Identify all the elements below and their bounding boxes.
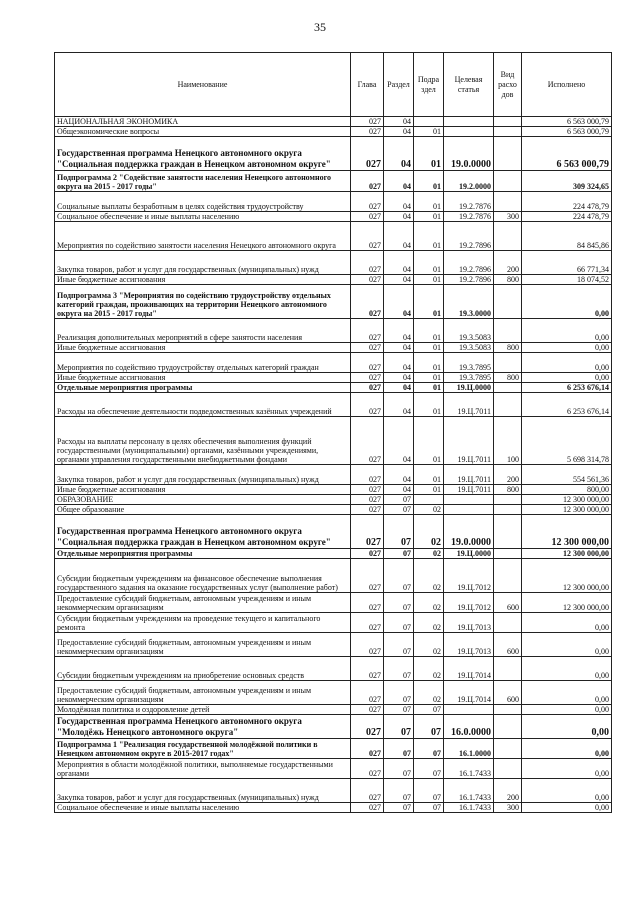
row-section: 04 [384,485,414,495]
row-executed: 0,00 [522,343,612,353]
row-executed: 224 478,79 [522,212,612,222]
row-target: 19.2.7896 [444,275,494,285]
row-target: 19.3.5083 [444,319,494,343]
row-name: Общеэкономические вопросы [55,127,351,137]
row-expense-type [494,657,522,681]
table-row [55,593,612,613]
row-subsection: 02 [414,657,444,681]
row-executed: 0,00 [522,373,612,383]
row-name: Предоставление субсидий бюджетным, автономным учреждениям и иным некоммерческим организациям [55,593,351,613]
row-executed: 800,00 [522,485,612,495]
row-chapter: 027 [351,127,384,137]
table-row [55,495,612,505]
row-target: 19.Ц.7012 [444,593,494,613]
row-section: 07 [384,559,414,593]
row-target: 19.2.7896 [444,251,494,275]
row-subsection: 01 [414,251,444,275]
table-row [55,343,612,353]
row-target: 19.Ц.7014 [444,681,494,705]
row-target: 19.Ц.7011 [444,465,494,485]
page-number: 35 [314,20,326,34]
table-row [55,353,612,373]
row-name: Субсидии бюджетным учреждениям на проведение текущего и капитального ремонта [55,613,351,633]
row-subsection: 01 [414,417,444,465]
row-name: Предоставление субсидий бюджетным, автономным учреждениям и иным некоммерческим организациям [55,633,351,657]
row-subsection: 07 [414,779,444,803]
row-subsection: 01 [414,171,444,192]
row-expense-type [494,559,522,593]
row-expense-type: 600 [494,633,522,657]
row-executed: 0,00 [522,803,612,813]
table-row [55,171,612,192]
row-executed: 12 300 000,00 [522,559,612,593]
row-section: 04 [384,222,414,251]
row-subsection: 01 [414,319,444,343]
row-target: 19.Ц.7011 [444,393,494,417]
row-name: Мероприятия в области молодёжной политики, выполняемые государственными органами [55,759,351,779]
row-chapter: 027 [351,171,384,192]
row-executed: 12 300 000,00 [522,505,612,515]
table-row [55,127,612,137]
row-executed: 6 563 000,79 [522,117,612,127]
row-chapter: 027 [351,681,384,705]
row-chapter: 027 [351,495,384,505]
row-chapter: 027 [351,285,384,319]
row-name: Социальное обеспечение и иные выплаты населению [55,803,351,813]
row-section: 04 [384,319,414,343]
row-executed: 0,00 [522,657,612,681]
row-target: 19.2.0000 [444,171,494,192]
row-target: 19.3.7895 [444,373,494,383]
row-chapter: 027 [351,633,384,657]
table-row [55,657,612,681]
row-chapter: 027 [351,515,384,549]
row-expense-type [494,383,522,393]
row-subsection: 01 [414,285,444,319]
table-row [55,251,612,275]
row-executed: 6 563 000,79 [522,137,612,171]
row-expense-type: 200 [494,251,522,275]
row-target: 16.1.7433 [444,759,494,779]
row-executed: 0,00 [522,319,612,343]
row-executed: 554 561,36 [522,465,612,485]
row-expense-type [494,127,522,137]
row-name: Закупка товаров, работ и услуг для государственных (муниципальных) нужд [55,251,351,275]
row-subsection [414,495,444,505]
row-target: 19.0.0000 [444,515,494,549]
table-row [55,117,612,127]
row-executed: 0,00 [522,285,612,319]
row-chapter: 027 [351,137,384,171]
row-target: 19.3.0000 [444,285,494,319]
table-row [55,705,612,715]
row-subsection: 01 [414,137,444,171]
row-name: Подпрограмма 2 "Содействие занятости населения Ненецкого автономного округа на 2015 - 2017 годы" [55,171,351,192]
row-section: 07 [384,705,414,715]
row-section: 07 [384,739,414,759]
row-chapter: 027 [351,251,384,275]
row-subsection: 01 [414,465,444,485]
row-target: 16.1.7433 [444,803,494,813]
row-executed: 0,00 [522,705,612,715]
row-name: Предоставление субсидий бюджетным, автономным учреждениям и иным некоммерческим организациям [55,681,351,705]
row-executed: 5 698 314,78 [522,417,612,465]
row-executed: 0,00 [522,633,612,657]
row-section: 04 [384,137,414,171]
row-subsection: 07 [414,715,444,739]
row-expense-type [494,705,522,715]
row-executed: 0,00 [522,739,612,759]
row-executed: 84 845,86 [522,222,612,251]
row-target: 19.Ц.7012 [444,559,494,593]
table-row [55,515,612,549]
row-chapter: 027 [351,192,384,212]
row-target: 16.1.0000 [444,739,494,759]
header-section: Раздел [384,53,414,117]
row-name: Расходы на обеспечение деятельности подведомственных казённых учреждений [55,393,351,417]
row-target: 16.1.7433 [444,779,494,803]
row-name: Молодёжная политика и оздоровление детей [55,705,351,715]
row-subsection: 02 [414,559,444,593]
row-name: Социальные выплаты безработным в целях содействия трудоустройству [55,192,351,212]
row-name: Государственная программа Ненецкого автономного округа "Социальная поддержка граждан в Ненецком автономном округе" [55,515,351,549]
table-row [55,319,612,343]
row-section: 04 [384,127,414,137]
row-chapter: 027 [351,212,384,222]
row-name: НАЦИОНАЛЬНАЯ ЭКОНОМИКА [55,117,351,127]
row-name: Мероприятия по содействию трудоустройству отдельных категорий граждан [55,353,351,373]
row-expense-type [494,285,522,319]
row-expense-type [494,505,522,515]
row-expense-type: 600 [494,593,522,613]
row-chapter: 027 [351,222,384,251]
table-row [55,739,612,759]
row-executed: 309 324,65 [522,171,612,192]
table-row [55,212,612,222]
row-name: Подпрограмма 3 "Мероприятия по содействию трудоустройству отдельных категорий граждан, проживающих на территории Ненецкого автономного округа на 2015 - 2017 годы" [55,285,351,319]
row-chapter: 027 [351,485,384,495]
row-expense-type [494,393,522,417]
row-executed: 12 300 000,00 [522,515,612,549]
row-chapter: 027 [351,593,384,613]
row-chapter: 027 [351,117,384,127]
table-row [55,633,612,657]
row-subsection: 01 [414,485,444,495]
row-section: 04 [384,275,414,285]
row-chapter: 027 [351,343,384,353]
row-name: Иные бюджетные ассигнования [55,485,351,495]
table-row [55,485,612,495]
header-row [55,53,612,117]
row-expense-type: 800 [494,343,522,353]
row-subsection: 01 [414,353,444,373]
row-subsection: 07 [414,759,444,779]
row-expense-type: 100 [494,417,522,465]
row-executed: 12 300 000,00 [522,549,612,559]
header-expense-type: Вид расхо дов [494,53,522,117]
row-chapter: 027 [351,715,384,739]
row-section: 07 [384,593,414,613]
row-section: 04 [384,393,414,417]
row-chapter: 027 [351,549,384,559]
row-target: 19.Ц.0000 [444,549,494,559]
header-chapter: Глава [351,53,384,117]
row-name: Закупка товаров, работ и услуг для государственных (муниципальных) нужд [55,465,351,485]
row-section: 07 [384,505,414,515]
table-row [55,715,612,739]
row-chapter: 027 [351,465,384,485]
row-subsection: 01 [414,373,444,383]
row-expense-type [494,319,522,343]
row-chapter: 027 [351,383,384,393]
table-row [55,137,612,171]
row-section: 04 [384,465,414,485]
row-expense-type [494,137,522,171]
row-section: 04 [384,383,414,393]
row-section: 07 [384,515,414,549]
row-subsection: 02 [414,633,444,657]
row-target: 16.0.0000 [444,715,494,739]
row-section: 04 [384,343,414,353]
row-expense-type: 200 [494,779,522,803]
table-row [55,505,612,515]
row-subsection [414,117,444,127]
row-name: Субсидии бюджетным учреждениям на финансовое обеспечение выполнения государственного задания на оказание государственных услуг (выполнение работ) [55,559,351,593]
row-target: 19.2.7896 [444,222,494,251]
row-name: Отдельные мероприятия программы [55,549,351,559]
row-target: 19.2.7876 [444,192,494,212]
table-row [55,192,612,212]
row-name: Иные бюджетные ассигнования [55,343,351,353]
table-row [55,803,612,813]
row-target [444,505,494,515]
row-expense-type: 200 [494,465,522,485]
row-chapter: 027 [351,417,384,465]
row-section: 07 [384,681,414,705]
row-target: 19.Ц.7011 [444,417,494,465]
row-executed: 224 478,79 [522,192,612,212]
row-expense-type [494,495,522,505]
row-name: Подпрограмма 1 "Реализация государственной молодёжной политики в Ненецком автономном округе в 2015-2017 годах" [55,739,351,759]
row-expense-type [494,715,522,739]
table-row [55,393,612,417]
row-expense-type [494,222,522,251]
row-name: Иные бюджетные ассигнования [55,275,351,285]
row-subsection: 01 [414,275,444,285]
table-row [55,275,612,285]
row-section: 07 [384,495,414,505]
row-subsection: 02 [414,515,444,549]
row-expense-type: 300 [494,212,522,222]
row-executed: 0,00 [522,353,612,373]
row-section: 04 [384,373,414,383]
row-target [444,127,494,137]
row-subsection: 02 [414,549,444,559]
row-subsection: 02 [414,505,444,515]
table-row [55,465,612,485]
row-section: 07 [384,657,414,681]
row-target [444,495,494,505]
table-row [55,613,612,633]
row-expense-type: 800 [494,485,522,495]
row-executed: 66 771,34 [522,251,612,275]
row-target: 19.3.7895 [444,353,494,373]
row-chapter: 027 [351,739,384,759]
row-chapter: 027 [351,353,384,373]
row-expense-type: 800 [494,275,522,285]
row-executed: 12 300 000,00 [522,593,612,613]
row-target: 19.Ц.7013 [444,613,494,633]
row-expense-type [494,739,522,759]
row-section: 04 [384,171,414,192]
table-row [55,222,612,251]
row-chapter: 027 [351,319,384,343]
row-name: ОБРАЗОВАНИЕ [55,495,351,505]
row-chapter: 027 [351,275,384,285]
row-chapter: 027 [351,373,384,383]
row-name: Расходы на выплаты персоналу в целях обеспечения выполнения функций государственными (муниципальными) органами, казёнными учреждениями, органами управления государственными внебюджетными фондами [55,417,351,465]
row-target: 19.Ц.7013 [444,633,494,657]
row-name: Социальное обеспечение и иные выплаты населению [55,212,351,222]
row-executed: 6 253 676,14 [522,393,612,417]
row-target: 19.3.5083 [444,343,494,353]
row-subsection: 07 [414,803,444,813]
row-section: 04 [384,353,414,373]
row-executed: 6 563 000,79 [522,127,612,137]
row-section: 07 [384,759,414,779]
row-expense-type [494,353,522,373]
row-section: 07 [384,803,414,813]
header-subsection: Подра здел [414,53,444,117]
row-expense-type: 800 [494,373,522,383]
row-name: Субсидии бюджетным учреждениям на приобретение основных средств [55,657,351,681]
row-subsection: 01 [414,192,444,212]
row-target: 19.Ц.0000 [444,383,494,393]
table-row [55,681,612,705]
row-expense-type [494,171,522,192]
row-name: Отдельные мероприятия программы [55,383,351,393]
row-executed: 0,00 [522,759,612,779]
table-row [55,759,612,779]
row-section: 07 [384,633,414,657]
row-subsection: 01 [414,222,444,251]
row-name: Реализация дополнительных мероприятий в сфере занятости населения [55,319,351,343]
row-expense-type [494,613,522,633]
row-target [444,117,494,127]
row-target [444,705,494,715]
row-name: Закупка товаров, работ и услуг для государственных (муниципальных) нужд [55,779,351,803]
row-name: Мероприятия по содействию занятости населения Ненецкого автономного округа [55,222,351,251]
row-target: 19.0.0000 [444,137,494,171]
row-subsection: 01 [414,393,444,417]
row-chapter: 027 [351,393,384,417]
row-expense-type: 300 [494,803,522,813]
row-section: 04 [384,117,414,127]
row-chapter: 027 [351,803,384,813]
row-subsection: 07 [414,705,444,715]
row-subsection: 01 [414,343,444,353]
header-executed: Исполнено [522,53,612,117]
row-chapter: 027 [351,559,384,593]
row-subsection: 02 [414,681,444,705]
row-target: 19.Ц.7014 [444,657,494,681]
row-section: 04 [384,417,414,465]
row-executed: 0,00 [522,613,612,633]
row-section: 04 [384,212,414,222]
row-subsection: 01 [414,383,444,393]
row-expense-type [494,515,522,549]
row-chapter: 027 [351,657,384,681]
row-section: 07 [384,613,414,633]
row-subsection: 01 [414,127,444,137]
table-row [55,373,612,383]
table-row [55,549,612,559]
row-section: 07 [384,779,414,803]
header-name: Наименование [55,53,351,117]
row-executed: 12 300 000,00 [522,495,612,505]
row-expense-type [494,192,522,212]
row-name: Государственная программа Ненецкого автономного округа "Социальная поддержка граждан в Ненецком автономном округе" [55,137,351,171]
row-chapter: 027 [351,505,384,515]
row-chapter: 027 [351,779,384,803]
row-executed: 6 253 676,14 [522,383,612,393]
row-target: 19.2.7876 [444,212,494,222]
table-row [55,417,612,465]
row-section: 04 [384,285,414,319]
row-section: 04 [384,192,414,212]
budget-table [54,52,612,813]
row-name: Иные бюджетные ассигнования [55,373,351,383]
row-name: Общее образование [55,505,351,515]
table-row [55,559,612,593]
row-expense-type: 600 [494,681,522,705]
row-executed: 18 074,52 [522,275,612,285]
table-row [55,779,612,803]
row-name: Государственная программа Ненецкого автономного округа "Молодёжь Ненецкого автономного округа" [55,715,351,739]
row-executed: 0,00 [522,715,612,739]
row-section: 07 [384,715,414,739]
row-chapter: 027 [351,759,384,779]
row-subsection: 07 [414,739,444,759]
row-chapter: 027 [351,613,384,633]
header-target: Целевая статья [444,53,494,117]
row-section: 07 [384,549,414,559]
row-expense-type [494,759,522,779]
row-chapter: 027 [351,705,384,715]
row-expense-type [494,117,522,127]
row-subsection: 02 [414,593,444,613]
row-subsection: 02 [414,613,444,633]
row-executed: 0,00 [522,779,612,803]
table-row [55,383,612,393]
table-row [55,285,612,319]
row-expense-type [494,549,522,559]
row-section: 04 [384,251,414,275]
row-executed: 0,00 [522,681,612,705]
row-target: 19.Ц.7011 [444,485,494,495]
row-subsection: 01 [414,212,444,222]
